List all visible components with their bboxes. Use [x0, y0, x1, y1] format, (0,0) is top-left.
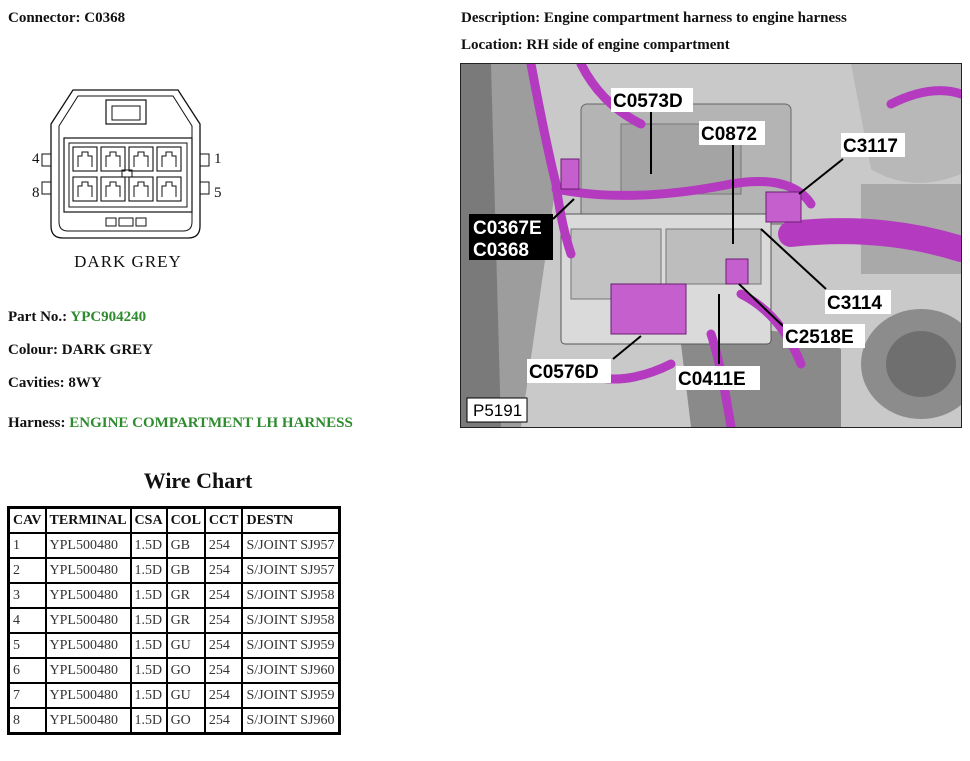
- wire-chart-row: [10, 659, 338, 682]
- description-line: [461, 10, 847, 27]
- cell-csa: 1.5D: [132, 709, 166, 732]
- header-destn: DESTN: [243, 509, 337, 532]
- cell-terminal: YPL500480: [47, 684, 130, 707]
- pin-label-5: 5: [214, 185, 222, 201]
- location-label: Location:: [461, 37, 523, 53]
- cell-cav: 3: [10, 584, 45, 607]
- part-no-label: Part No.:: [8, 309, 68, 325]
- cavity-grid: [73, 147, 181, 201]
- cavity-terminal-icon: [134, 152, 148, 167]
- cavities-line: [8, 375, 102, 392]
- cell-terminal: YPL500480: [47, 634, 130, 657]
- location-photo: [460, 63, 962, 428]
- callout-c3117: C3117: [843, 136, 898, 157]
- cell-cct: 254: [206, 534, 242, 557]
- cell-col: GR: [168, 584, 204, 607]
- location-photo-illustration: [461, 64, 961, 427]
- cell-col: GO: [168, 709, 204, 732]
- cell-terminal: YPL500480: [47, 559, 130, 582]
- cell-destn: S/JOINT SJ958: [243, 609, 337, 632]
- cell-cav: 4: [10, 609, 45, 632]
- cell-col: GB: [168, 559, 204, 582]
- wire-chart-table: [7, 506, 341, 735]
- description-label: Description:: [461, 10, 541, 26]
- cavity-terminal-icon: [78, 182, 92, 197]
- connector-line: [8, 10, 125, 27]
- cavity-terminal-icon: [134, 182, 148, 197]
- cell-csa: 1.5D: [132, 534, 166, 557]
- cavity-terminal-icon: [162, 182, 176, 197]
- cavity-terminal-icon: [106, 152, 120, 167]
- wire-chart-row: [10, 534, 338, 557]
- cavity: [73, 147, 97, 171]
- cell-cav: 6: [10, 659, 45, 682]
- cell-cct: 254: [206, 559, 242, 582]
- cavity: [101, 177, 125, 201]
- pin-label-4: 4: [32, 151, 40, 167]
- callout-c3114: C3114: [827, 293, 882, 314]
- colour-line: [8, 342, 153, 359]
- location-line: [461, 37, 730, 54]
- callout-c0411e: C0411E: [678, 369, 746, 390]
- callout-c0872: C0872: [701, 124, 757, 145]
- diagram-colour-caption: DARK GREY: [74, 252, 182, 271]
- header-cav: CAV: [10, 509, 45, 532]
- wire-chart-title: Wire Chart: [143, 468, 253, 493]
- harness-label: Harness:: [8, 415, 66, 431]
- cell-destn: S/JOINT SJ957: [243, 559, 337, 582]
- cell-col: GU: [168, 634, 204, 657]
- cell-destn: S/JOINT SJ960: [243, 659, 337, 682]
- wire-chart-body: [10, 534, 338, 732]
- cavity: [157, 177, 181, 201]
- harness-line: [8, 415, 353, 432]
- wire-chart-row: [10, 634, 338, 657]
- cavity: [129, 147, 153, 171]
- cavity-terminal-icon: [78, 152, 92, 167]
- part-no-value: YPC904240: [70, 309, 147, 325]
- wire-chart-header-row: [10, 509, 338, 532]
- cell-csa: 1.5D: [132, 634, 166, 657]
- wire-chart-row: [10, 684, 338, 707]
- cell-col: GU: [168, 684, 204, 707]
- cavity-terminal-icon: [162, 152, 176, 167]
- header-csa: CSA: [132, 509, 166, 532]
- cell-cct: 254: [206, 684, 242, 707]
- cell-cct: 254: [206, 584, 242, 607]
- callout-c0368: C0368: [473, 240, 529, 261]
- colour-value: DARK GREY: [61, 342, 154, 358]
- cell-destn: S/JOINT SJ958: [243, 584, 337, 607]
- cell-csa: 1.5D: [132, 584, 166, 607]
- cell-cct: 254: [206, 609, 242, 632]
- header-terminal: TERMINAL: [47, 509, 130, 532]
- cavity-terminal-icon: [106, 182, 120, 197]
- header-col: COL: [168, 509, 204, 532]
- connector-label: Connector:: [8, 10, 81, 26]
- cell-csa: 1.5D: [132, 559, 166, 582]
- cavities-value: 8WY: [68, 375, 102, 391]
- cell-csa: 1.5D: [132, 684, 166, 707]
- cell-cav: 2: [10, 559, 45, 582]
- cell-destn: S/JOINT SJ959: [243, 634, 337, 657]
- cell-col: GR: [168, 609, 204, 632]
- wire-chart-row: [10, 709, 338, 732]
- cell-destn: S/JOINT SJ960: [243, 709, 337, 732]
- callout-c2518e: C2518E: [785, 327, 854, 348]
- wire-chart-row: [10, 609, 338, 632]
- cell-cct: 254: [206, 634, 242, 657]
- cell-col: GB: [168, 534, 204, 557]
- pin-label-8: 8: [32, 185, 40, 201]
- photo-plate-number: P5191: [473, 401, 523, 420]
- cell-terminal: YPL500480: [47, 609, 130, 632]
- cell-csa: 1.5D: [132, 609, 166, 632]
- callout-c0367e: C0367E: [473, 218, 542, 239]
- location-value: RH side of engine compartment: [526, 37, 730, 53]
- colour-label: Colour:: [8, 342, 58, 358]
- cell-cav: 5: [10, 634, 45, 657]
- callout-c0573d: C0573D: [613, 91, 683, 112]
- wire-chart-row: [10, 584, 338, 607]
- part-no-line: [8, 309, 146, 326]
- connector-id: C0368: [84, 10, 126, 26]
- pin-label-1: 1: [214, 151, 222, 167]
- cell-cav: 7: [10, 684, 45, 707]
- cavity: [73, 177, 97, 201]
- cavity: [129, 177, 153, 201]
- cell-destn: S/JOINT SJ959: [243, 684, 337, 707]
- connector-face-diagram: [28, 86, 228, 276]
- cell-cav: 1: [10, 534, 45, 557]
- harness-value: ENGINE COMPARTMENT LH HARNESS: [69, 415, 353, 431]
- wire-chart-row: [10, 559, 338, 582]
- callout-c0576d: C0576D: [529, 362, 599, 383]
- cell-col: GO: [168, 659, 204, 682]
- cavity: [101, 147, 125, 171]
- cell-terminal: YPL500480: [47, 584, 130, 607]
- cell-cct: 254: [206, 659, 242, 682]
- description-value: Engine compartment harness to engine harness: [543, 10, 847, 26]
- cell-terminal: YPL500480: [47, 659, 130, 682]
- cavity: [157, 147, 181, 171]
- cell-csa: 1.5D: [132, 659, 166, 682]
- cell-destn: S/JOINT SJ957: [243, 534, 337, 557]
- cell-cct: 254: [206, 709, 242, 732]
- header-cct: CCT: [206, 509, 242, 532]
- cell-terminal: YPL500480: [47, 709, 130, 732]
- cell-cav: 8: [10, 709, 45, 732]
- cavities-label: Cavities:: [8, 375, 65, 391]
- cell-terminal: YPL500480: [47, 534, 130, 557]
